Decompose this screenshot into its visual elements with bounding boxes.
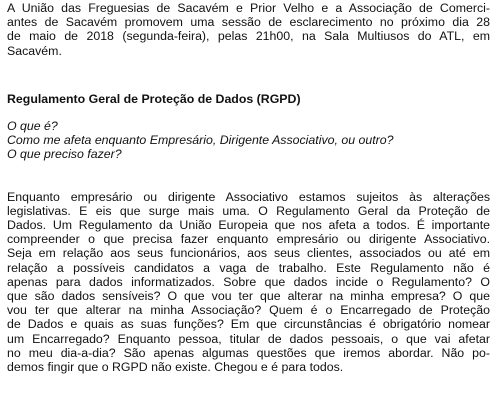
body-line: Enquanto empresário ou dirigente Associativo estamos sujeitos às alterações [7, 189, 490, 204]
body-paragraph [7, 190, 490, 375]
body-line: no meu dia-a-dia? São apenas algumas questões que iremos abordar. Não po- [7, 345, 490, 360]
body-line: legislativas. E eis que surge mais uma. O Regulamento Geral da Proteção de [7, 203, 490, 218]
body-line: que são dados sensíveis? O que vou ter que alterar na minha empresa? O que [7, 289, 490, 304]
document-page [7, 1, 490, 374]
body-line: apenas para dados informatizados. Sobre que dados incide o Regulamento? O [7, 274, 490, 289]
question-item: O que preciso fazer? [7, 147, 122, 162]
body-line: de Dados e quais as suas funções? Em que circunstâncias é obrigatório nomear [7, 317, 490, 332]
body-line: compreender o que precisa fazer enquanto empresário ou dirigente Associativo. [7, 232, 490, 247]
question-item: Como me afeta enquanto Empresário, Dirigente Associativo, ou outro? [7, 133, 394, 148]
section-heading: Regulamento Geral de Proteção de Dados (RGPD) [7, 91, 301, 106]
body-line: relação a possíveis candidatos a vaga de trabalho. Este Regulamento não é [7, 260, 490, 275]
body-line: vou ter que alterar na minha Associação? Quem é o Encarregado de Proteção [7, 303, 490, 318]
intro-line: de maio de 2018 (segunda-feira), pelas 21h00, na Sala Multiusos do ATL, em [7, 29, 490, 44]
question-list [7, 119, 490, 162]
body-line: Seja em relação aos seus funcionários, aos seus clientes, associados ou até em [7, 246, 490, 261]
intro-line: A União das Freguesias de Sacavém e Prior Velho e a Associação de Comerci- [7, 1, 490, 15]
body-line: um Encarregado? Enquanto pessoa, titular de dados pessoais, o que vai afetar [7, 331, 490, 346]
body-line: Dados. Um Regulamento da União Europeia que nos afeta a todos. É importante [7, 218, 490, 233]
intro-line: Sacavém. [7, 43, 62, 58]
body-line: demos fingir que o RGPD não existe. Chegou e é para todos. [7, 360, 344, 375]
intro-paragraph [7, 1, 490, 58]
intro-line: antes de Sacavém promovem uma sessão de esclarecimento no próximo dia 28 [7, 15, 490, 30]
question-item: O que é? [7, 119, 58, 134]
